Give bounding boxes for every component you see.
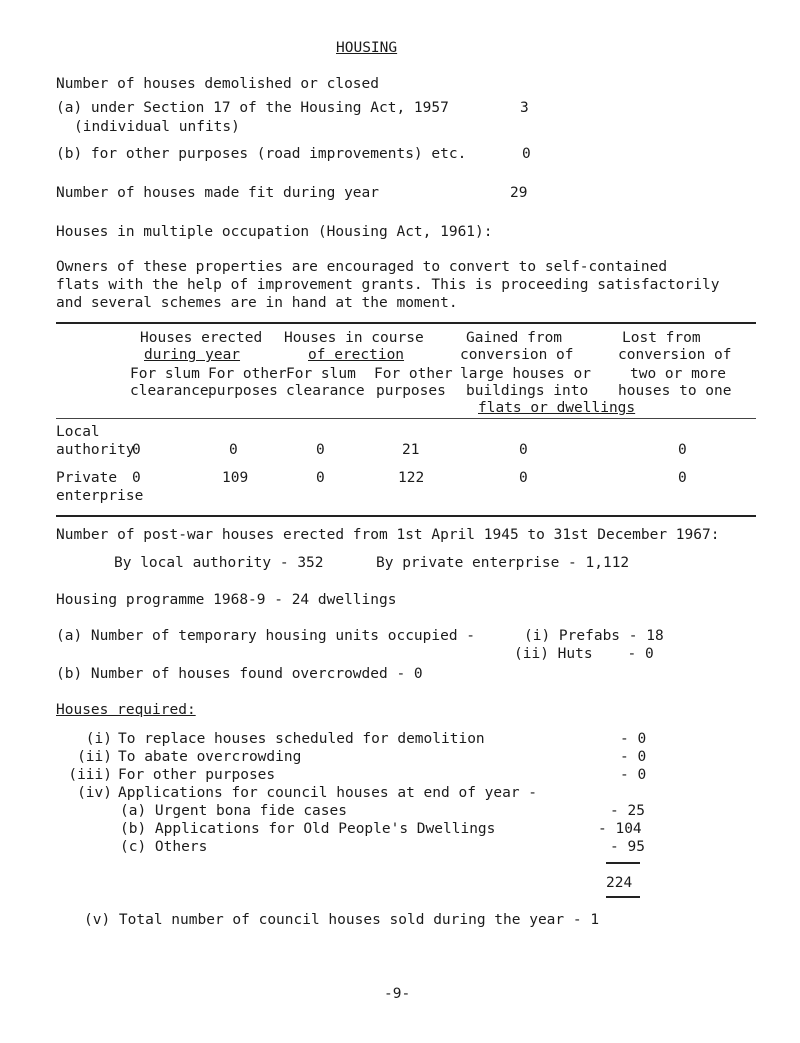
required-item-value: - 0	[620, 767, 647, 783]
required-item-num: (iv)	[77, 785, 112, 801]
table-sub-4-line2: purposes	[376, 383, 446, 399]
total-double-rule	[606, 896, 640, 898]
required-sub-text: (c) Others	[120, 839, 208, 855]
council-houses-sold: (v) Total number of council houses sold during the year - 1	[84, 912, 600, 928]
table-sub-1-line2: clearance	[130, 383, 209, 399]
post-war-local: By local authority - 352	[114, 555, 324, 571]
multiple-occupation-para-2: flats with the help of improvement grants. This is proceeding satisfactorily	[56, 277, 720, 293]
table-cell: 0	[316, 442, 325, 458]
table-sub-6-line2: houses to one	[618, 383, 732, 399]
table-group-2-line2: of erection	[308, 347, 405, 363]
temporary-prefabs: (i) Prefabs - 18	[524, 628, 664, 644]
made-fit-value: 29	[510, 185, 528, 201]
housing-programme: Housing programme 1968-9 - 24 dwellings	[56, 592, 397, 608]
required-sub-value: - 104	[598, 821, 642, 837]
post-war-private: By private enterprise - 1,112	[376, 555, 630, 571]
required-sub-text: (b) Applications for Old People's Dwellings	[120, 821, 496, 837]
table-header-rule	[56, 418, 756, 419]
multiple-occupation-para-3: and several schemes are in hand at the moment.	[56, 295, 458, 311]
table-cell: 122	[398, 470, 425, 486]
table-cell: 21	[402, 442, 420, 458]
table-cell: 109	[222, 470, 249, 486]
table-sub-5-line1: large houses or	[460, 366, 591, 382]
table-sub-2-line2: purposes	[208, 383, 278, 399]
required-item-value: - 0	[620, 731, 647, 747]
table-group-1-line2: during year	[144, 347, 241, 363]
table-top-rule	[56, 322, 756, 324]
table-group-4-line2: conversion of	[618, 347, 732, 363]
table-sub-6-line1: two or more	[630, 366, 727, 382]
demolished-heading: Number of houses demolished or closed	[56, 76, 380, 92]
table-group-2-line1: Houses in course	[284, 330, 424, 346]
required-item-num: (i)	[85, 731, 112, 747]
required-item-num: (iii)	[68, 767, 112, 783]
table-cell: 0	[678, 470, 687, 486]
multiple-occupation-heading: Houses in multiple occupation (Housing Act, 1961):	[56, 224, 493, 240]
temporary-a-label: (a) Number of temporary housing units occupied -	[56, 628, 476, 644]
table-sub-1-line1: For slum	[130, 366, 200, 382]
page-number: -9-	[384, 986, 411, 1002]
required-sub-value: - 95	[610, 839, 645, 855]
demolished-b-label: (b) for other purposes (road improvements) etc.	[56, 146, 467, 162]
table-sub-5-line3: flats or dwellings	[478, 400, 636, 416]
table-sub-2-line1: For other	[208, 366, 287, 382]
table-sub-5-line2: buildings into	[466, 383, 589, 399]
multiple-occupation-para-1: Owners of these properties are encouraged to convert to self-contained	[56, 259, 668, 275]
table-cell: 0	[678, 442, 687, 458]
total-rule	[606, 862, 640, 864]
temporary-b-label: (b) Number of houses found overcrowded - 0	[56, 666, 423, 682]
required-item-text: For other purposes	[118, 767, 276, 783]
table-sub-3-line2: clearance	[286, 383, 365, 399]
required-item-text: To abate overcrowding	[118, 749, 302, 765]
table-cell: 0	[229, 442, 238, 458]
table-cell: 0	[519, 470, 528, 486]
table-cell: 0	[519, 442, 528, 458]
required-item-text: To replace houses scheduled for demolition	[118, 731, 485, 747]
row-label-line2: enterprise	[56, 488, 144, 504]
required-total: 224	[606, 875, 633, 891]
temporary-huts: (ii) Huts - 0	[514, 646, 654, 662]
required-sub-value: - 25	[610, 803, 645, 819]
post-war-line: Number of post-war houses erected from 1st April 1945 to 31st December 1967:	[56, 527, 720, 543]
row-label-line1: Private	[56, 470, 118, 486]
demolished-a-label2: (individual unfits)	[74, 119, 240, 135]
table-bottom-rule	[56, 515, 756, 517]
table-group-4-line1: Lost from	[622, 330, 701, 346]
required-item-value: - 0	[620, 749, 647, 765]
required-sub-text: (a) Urgent bona fide cases	[120, 803, 347, 819]
table-cell: 0	[132, 470, 141, 486]
demolished-a-label: (a) under Section 17 of the Housing Act, 1957	[56, 100, 449, 116]
required-item-num: (ii)	[77, 749, 112, 765]
table-group-3-line2: conversion of	[460, 347, 574, 363]
table-cell: 0	[132, 442, 141, 458]
made-fit-label: Number of houses made fit during year	[56, 185, 380, 201]
page-title: HOUSING	[336, 40, 398, 56]
table-group-3-line1: Gained from	[466, 330, 563, 346]
table-group-1-line1: Houses erected	[140, 330, 263, 346]
row-label-line1: Local	[56, 424, 100, 440]
table-sub-4-line1: For other	[374, 366, 453, 382]
demolished-b-value: 0	[522, 146, 531, 162]
table-cell: 0	[316, 470, 325, 486]
row-label-line2: authority	[56, 442, 135, 458]
required-heading: Houses required:	[56, 702, 196, 718]
table-sub-3-line1: For slum	[286, 366, 356, 382]
demolished-a-value: 3	[520, 100, 529, 116]
required-item-text: Applications for council houses at end of year -	[118, 785, 538, 801]
